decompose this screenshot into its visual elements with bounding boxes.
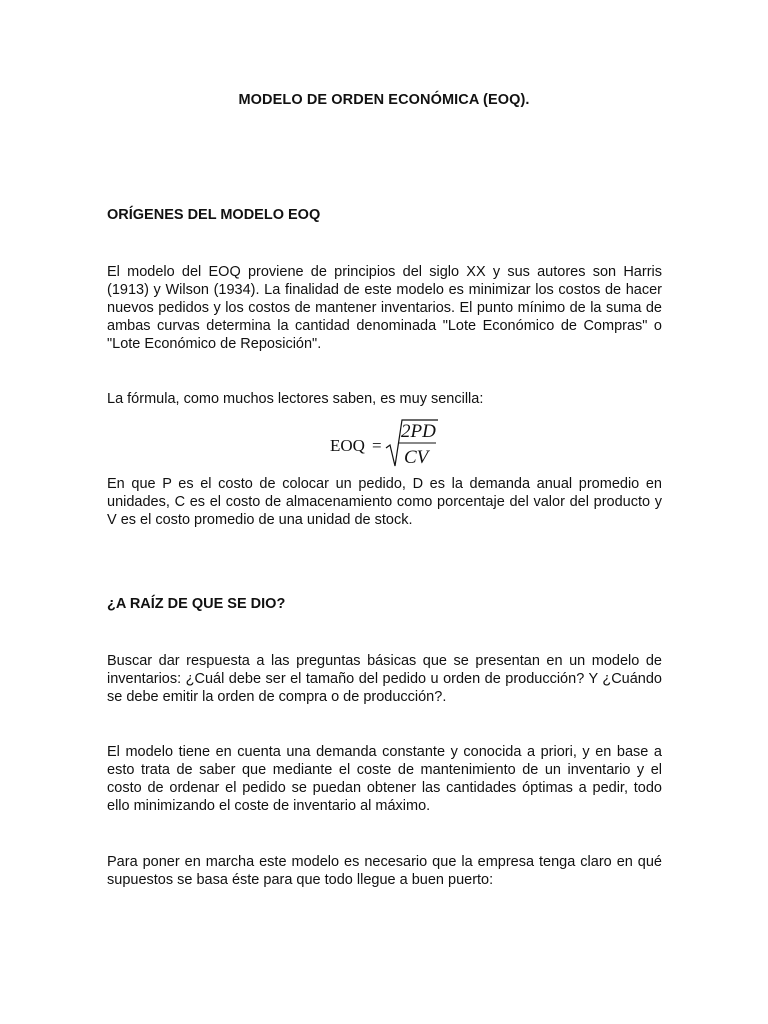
formula-numerator: 2PD xyxy=(401,421,436,442)
eoq-formula xyxy=(330,418,450,470)
section-heading-a-raiz: ¿A RAÍZ DE QUE SE DIO? xyxy=(107,596,286,612)
formula-lhs: EOQ xyxy=(330,436,365,455)
paragraph-model-description: El modelo tiene en cuenta una demanda constante y conocida a priori, y en base a esto trata de saber que mediante el coste de mantenimiento de un inventario y el costo de ordenar el pedido se puedan obtener las cantidades óptimas a pedir, todo ello minimizando el coste de inventario al máximo. xyxy=(107,744,662,814)
paragraph-origins: El modelo del EOQ proviene de principios del siglo XX y sus autores son Harris (1913) y Wilson (1934). La finalidad de este modelo es minimizar los costos de hacer nuevos pedidos y los costos de mantener inventarios. El punto mínimo de la suma de ambas curvas determina la cantidad denominada "Lote Económico de Compras" o "Lote Económico de Reposición". xyxy=(107,264,662,352)
page-title: MODELO DE ORDEN ECONÓMICA (EOQ). xyxy=(238,92,530,108)
formula-equals: = xyxy=(372,436,382,455)
paragraph-assumptions-intro: Para poner en marcha este modelo es necesario que la empresa tenga claro en qué supuestos se basa éste para que todo llegue a buen puerto: xyxy=(107,854,662,888)
paragraph-questions: Buscar dar respuesta a las preguntas básicas que se presentan en un modelo de inventarios: ¿Cuál debe ser el tamaño del pedido u orden de producción? Y ¿Cuándo se debe emitir la orden de compra o de producción?. xyxy=(107,653,662,705)
paragraph-formula-explanation: En que P es el costo de colocar un pedido, D es la demanda anual promedio en unidades, C es el costo de almacenamiento como porcentaje del valor del producto y V es el costo promedio de una unidad de stock. xyxy=(107,476,662,528)
paragraph-formula-intro: La fórmula, como muchos lectores saben, es muy sencilla: xyxy=(107,391,484,407)
section-heading-origenes: ORÍGENES DEL MODELO EOQ xyxy=(107,207,321,223)
formula-denominator: CV xyxy=(404,447,429,468)
